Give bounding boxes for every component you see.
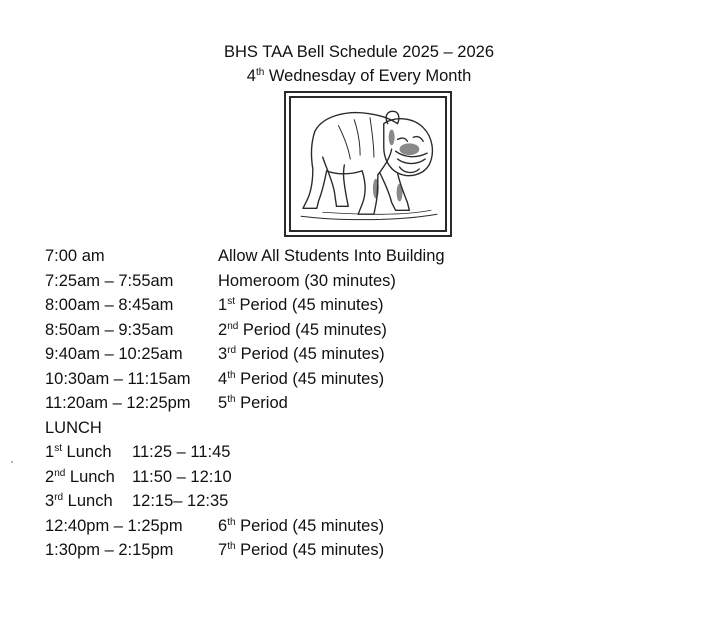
schedule-desc: [218, 293, 384, 318]
schedule-time: 8:00am – 8:45am: [45, 296, 174, 314]
lunch-ordinal: rd: [54, 492, 64, 503]
lunch-heading: LUNCH: [45, 418, 102, 437]
schedule-time: 12:40pm – 1:25pm: [45, 516, 183, 535]
lunch-number: 1: [45, 443, 55, 461]
schedule-time: 8:50am – 9:35am: [45, 320, 174, 339]
period-number: 4: [218, 369, 228, 388]
period-number: 7: [218, 541, 228, 559]
schedule-time: 7:00 am: [45, 247, 105, 265]
schedule-desc: Homeroom (30 minutes): [218, 271, 396, 290]
lunch-text: Lunch: [65, 467, 115, 486]
schedule-time: 7:25am – 7:55am: [45, 271, 174, 290]
period-ordinal: th: [227, 394, 236, 405]
schedule-time: 9:40am – 10:25am: [45, 345, 183, 363]
subtitle-text: Wednesday of Every Month: [264, 67, 472, 85]
period-label: Period (45 minutes): [235, 369, 385, 388]
period-number: 1: [218, 296, 228, 314]
page-subtitle: [0, 65, 718, 87]
lunch-time: 11:25 – 11:45: [132, 443, 231, 461]
lunch-ordinal: nd: [54, 467, 66, 479]
schedule-desc: [218, 367, 384, 392]
period-ordinal: th: [227, 541, 236, 552]
lunch-label: [45, 489, 113, 514]
schedule-desc: [218, 318, 387, 343]
lunch-number: 3: [45, 492, 55, 510]
schedule-desc: Allow All Students Into Building: [218, 247, 445, 265]
period-number: 2: [218, 320, 228, 339]
lunch-text: Lunch: [63, 492, 113, 510]
period-label: Period (45 minutes): [238, 320, 387, 339]
schedule-desc: [218, 342, 385, 367]
bulldog-icon: [291, 98, 445, 230]
period-label: Period (45 minutes): [235, 541, 385, 559]
page-title: BHS TAA Bell Schedule 2025 – 2026: [224, 43, 494, 61]
bulldog-logo: [284, 91, 452, 237]
period-number: 3: [218, 345, 228, 363]
lunch-label: [45, 440, 112, 465]
schedule-desc: [218, 391, 288, 416]
schedule-time: 11:20am – 12:25pm: [45, 394, 191, 412]
period-label: Period (45 minutes): [235, 516, 385, 535]
lunch-text: Lunch: [61, 443, 112, 461]
schedule-time: 1:30pm – 2:15pm: [45, 541, 174, 559]
subtitle-ordinal: th: [255, 67, 265, 78]
period-ordinal: st: [227, 296, 235, 307]
period-number: 5: [218, 394, 228, 412]
lunch-time: 12:15– 12:35: [132, 492, 229, 510]
lunch-label: [45, 465, 115, 490]
period-label: Period (45 minutes): [234, 296, 384, 314]
period-ordinal: th: [227, 516, 236, 528]
schedule-time: 10:30am – 11:15am: [45, 369, 191, 388]
period-ordinal: th: [227, 369, 236, 381]
lunch-time: 11:50 – 12:10: [132, 467, 232, 486]
schedule-desc: [218, 538, 384, 563]
lunch-number: 2: [45, 467, 55, 486]
period-number: 6: [218, 516, 228, 535]
subtitle-number: 4: [246, 67, 256, 85]
scan-speck: [11, 461, 13, 463]
schedule-desc: [218, 514, 384, 539]
period-ordinal: rd: [227, 345, 237, 356]
lunch-ordinal: st: [54, 443, 62, 454]
period-label: Period: [235, 394, 288, 412]
period-ordinal: nd: [227, 320, 239, 332]
period-label: Period (45 minutes): [236, 345, 385, 363]
